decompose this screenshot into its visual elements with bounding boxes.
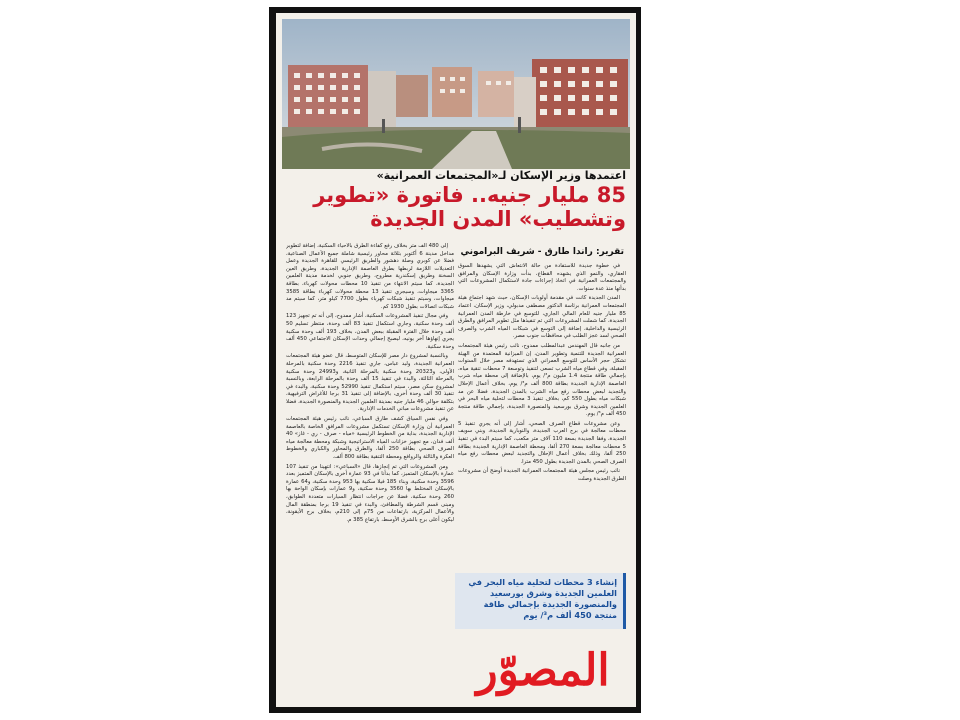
paragraph: المدن الجديدة كانت في مقدمة أولويات الإسكان، حيث شهد اجتماع هيئة المجتمعات العمرانية برئاسة الدكتور مصطفى مدبولي، وزير الإسكان، اعتماد 85 مليار جنيه للعام المالي الجاري، للتوسع في خارطة المدن العمرانية الجديدة، كما شملت المشروعات التي تم تنفيذها مثل تطوير المرافق والطرق الرئيسية والداخلية، إضافة إلى التوسع في شبكات المياه الشرب والصرف الصحي لسد عجز الطلب في محافظات جنوب مصر. [458,295,626,340]
paragraph: وفي نفس السياق كشف طارق السباعي، نائب رئيس هيئة المجتمعات العمرانية أن وزارة الإسكان تستكمل مشروعات المرافق الخاصة بالعاصمة الإدارية الجديدة، بداية من الخطوط الرئيسية «مياه - صرف - ري - غاز» 40 ألف فدان، مع تجهيز خزانات المياه الاستراتيجية وشبكة ومحطة معالجة مياه الصرف الصحي بطاقة 250 ألفا، والطرق والمحاور والكباري والخطوط العكرة والثالثة والروافع ومحطة التنقية بطاقة 800 ألف. [286,416,454,461]
paragraph: ومن المشروعات التي تم إنجازها، قال «السباعي»: انتهينا من تنفيذ 107 عمارة بالإسكان المتميز، كما بدأنا في 93 عمارة أخرى بالإسكان المتميز بعدد 3596 وحدة سكنية، وبناء 185 فيلا سكنية بها 953 وحدة سكنية، و64 عمارة بالإسكان المختلط بها 3560 وحدة سكنية، و9 عمارات بإسكان الواحة بها 260 وحدة سكنية، فضلا عن جراجات انتظار السيارات متعددة الطوابق، ومبنى قسم الشرطة والمطافئ، والبدء في تنفيذ 19 برجا بمنطقة المال والأعمال المركزية، بارتفاعات من 75م إلى 210م، بخلاف برج الأيقونة، ليكون أعلى برج بالشرق الأوسط، بارتفاع 385 م. [286,463,454,523]
article-column-left [286,243,454,645]
paragraph: وعن مشروعات قطاع الصرف الصحي، أشار إلى أنه يجري تنفيذ 5 محطات معالجة في برج العرب الجديدة، والنوبارية الجديدة، وبني سويف الجديدة، وفقا الجديدة بسعة 110 آلاف متر مكعب، كما سيتم البدء في تنفيذ 5 محطات معالجة بسعة 270 ألفا، ومحطة العاصمة الإدارية الجديدة بطاقة 250 ألفا، وذلك بخلاف أعمال الإحلال والتجديد لبعض محطات رفع مياه الصرف الصحي بالمدن الجديدة بطول 450 مترا. [458,420,626,465]
paragraph: نائب رئيس مجلس هيئة المجتمعات العمرانية الجديدة أوضح أن مشروعات الطرق الجديدة وصلت [458,468,626,483]
article-column-right [458,263,626,568]
paragraph: وفي مجال تنفيذ المشروعات السكنية، أشار ممدوح، إلى أنه تم تجهيز 123 ألف وحدة سكنية، وجاري استكمال تنفيذ 83 ألف وحدة، منتظر تسليم 50 ألف وحدة خلال الفترة المقبلة ببعض المدن، بخلاف 193 ألف وحدة سكنية يجري إنهاؤها آخر يونيه، ليصبح إجمالي وحدات الإسكان الاجتماعي 450 ألف وحدة سكنية. [286,313,454,350]
paragraph: وبالنسبة لمشروع دار مصر للإسكان المتوسط، قال عضو هيئة المجتمعات العمرانية الجديدة، وليد عباس، جاري تنفيذ 2216 وحدة سكنية بالمرحلة الأولى، و20323 وحدة سكنية بالمرحلة الثانية، و24993 وحدة سكنية بالمرحلة الثالثة، والبدء في تنفيذ 15 ألف وحدة بالمرحلة الرابعة، وبالنسبة لمشروع سكن مصر، سيتم استكمال تنفيذ 52990 وحدة سكنية، والبدء في تنفيذ 30 ألف وحدة أخرى، بالإضافة إلى تنفيذ 31 برجا للأغراض الترفيهية، بتكلفة حوالي 46 مليار جنيه بمدينة العلمين الجديدة والمنصورة الجديدة، فضلا عن تنفيذ مشروعات مباني الخدمات الإدارية. [286,353,454,413]
article-photo [282,19,630,169]
pull-quote-box [455,573,626,629]
paragraph: في خطوة جديدة للاستفادة من حالة الانتعاش التي يشهدها السوق العقاري، والنمو الذي يشهده القطاع، بدأت وزارة الإسكان والمرافق والمجتمعات العمرانية في اتخاذ إجراءات جادة لاستكمال المشروعات التي بدأتها منذ عدة سنوات. [458,263,626,292]
article-kicker: اعتمدها وزير الإسكان لـ«المجتمعات العمرانية» [376,169,626,182]
magazine-logo-text: المصوّر [476,645,610,696]
paragraph: إلى 480 ألف متر بخلاف رفع كفاءة الطرق بالأحياء السكنية، إضافة لتطوير مداخل مدينة 6 أكتوبر بثلاثة محاور رئيسية شاملة جميع الأعمال الصناعية، فضلا عن كوبري وصلة دهشور والطريق الرئيسي للقاهرة الجديدة وعمل التعديلات اللازمة لربطها بطرق العاصمة الإدارية الجديدة، وطريق العين السخنة وطريق إسكندرية مطروح، وطريق جنوبي لخدمة مدينة العلمين الجديدة، كما سيتم الانتهاء من تنفيذ 10 محطات محولات كهرباء، بطاقة 3365 ميجاوات، وسيجري تنفيذ 13 محطة محولات كهرباء بطاقة 3585 ميجاوات، وسيتم تنفيذ شبكات كهرباء بطول 7700 كيلو متر، كما سيتم مد شبكات اتصالات بطول 1930 كم. [286,243,454,310]
article-headline: 85 مليار جنيه.. فاتورة «تطوير وتشطيب» المدن الجديدة [313,183,626,231]
pull-quote-text: إنشاء 3 محطات لتحلية مياه البحر في العلمين الجديدة وشرق بورسعيد والمنصورة الجديدة بإجمالي طاقة منتجة 450 ألف م³/ يوم [468,577,617,620]
housing-buildings-photo [282,19,630,169]
article-byline: تقرير: راندا طارق - شريف البراموني [460,247,624,257]
paragraph: من جانبه قال المهندس عبدالمطلب ممدوح، نائب رئيس هيئة المجتمعات العمرانية الجديدة للتنمية وتطوير المدن، إن الميزانية المعتمدة من الهيئة تشكل حجر الأساس للتوسع العمراني الذي تستهدفه مصر خلال السنوات المقبلة، وفي قطاع مياه الشرب تسعى لتنفيذ وتوسعة 7 محطات تنقية مياه، بإجمالي طاقة منتجة 1.4 مليون م³/ يوم، بالإضافة إلى محطة مياه شرب العاصمة الإدارية الجديدة بطاقة 800 ألف م³/ يوم، بخلاف أعمال الإحلال والتجديد لبعض محطات رفع مياه الشرب بالمدن الجديدة، فضلا عن مد شبكات مياه بطول 550 كم، بخلاف تنفيذ 3 محطات لتحلية مياه البحر في العلمين الجديدة وشرق بورسعيد والمنصورة الجديدة، بإجمالي طاقة منتجة 450 ألف م³/ يوم. [458,342,626,418]
magazine-logo [462,643,624,701]
magazine-page [276,13,636,707]
